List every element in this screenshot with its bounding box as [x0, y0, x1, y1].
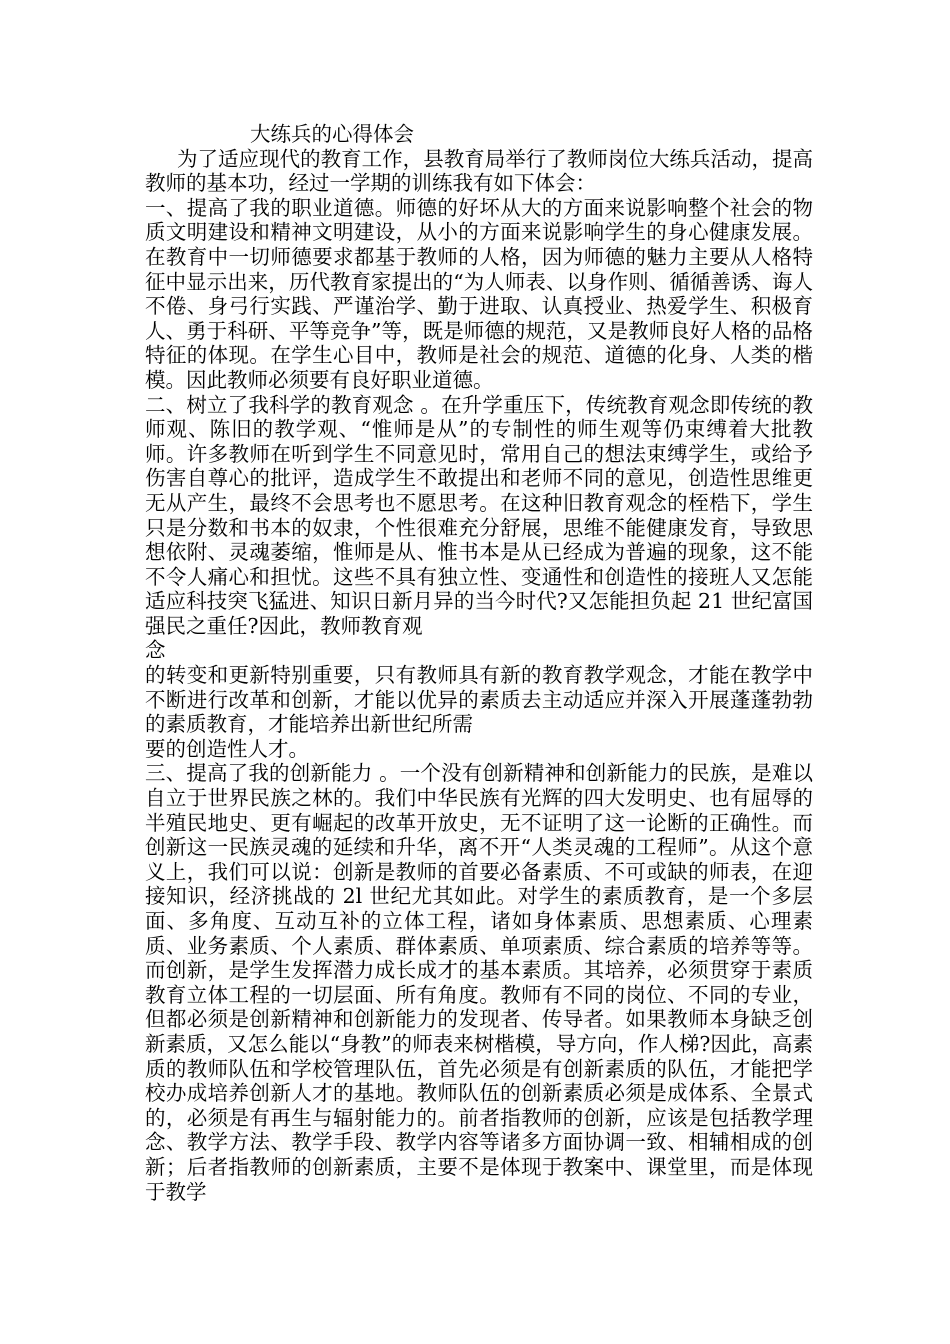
section-2-closing-line: 要的创造性人才。 — [145, 736, 309, 761]
document-page — [145, 122, 813, 1204]
document-title: 大练兵的心得体会 — [250, 122, 414, 146]
section-1-paragraph: 一、提高了我的职业道德。师德的好坏从大的方面来说影响整个社会的物质文明建设和精神文明建设，从小的方面来说影响学生的身心健康发展。在教育中一切师德要求都基于教师的人格，因为师德的魅力主要从人格特征中显示出来，历代教育家提出的“为人师表、以身作则、循循善诱、诲人不倦、身弓行实践、严谨治学、勤于进取、认真授业、热爱学生、积极育人、勇于科研、平等竞争”等，既是师德的规范，又是教师良好人格的品格特征的体现。在学生心目中，教师是社会的规范、道德的化身、人类的楷模。因此教师必须要有良好职业道德。 — [145, 195, 813, 392]
section-2-wrap-line: 念 — [145, 638, 166, 663]
intro-paragraph: 为了适应现代的教育工作，县教育局举行了教师岗位大练兵活动，提高教师的基本功，经过一学期的训练我有如下体会： — [145, 146, 813, 196]
section-2-continuation: 的转变和更新特别重要，只有教师具有新的教育教学观念，才能在教学中不断进行改革和创新，才能以优异的素质去主动适应并深入开展蓬蓬勃勃的素质教育，才能培养出新世纪所需 — [145, 663, 813, 737]
section-3-paragraph: 三、提高了我的创新能力 。一个没有创新精神和创新能力的民族，是难以自立于世界民族之林的。我们中华民族有光辉的四大发明史、也有屈辱的半殖民地史、更有崛起的改革开放史，无不证明了这一论断的正确性。而创新这一民族灵魂的延续和升华，离不开“人类灵魂的工程师”。从这个意义上，我们可以说：创新是教师的首要必备素质、不可或缺的师表，在迎接知识，经济挑战的 2l 世纪尤其如此。对学生的素质教育，是一个多层面、多角度、互动互补的立体工程，诸如身体素质、思想素质、心理素质、业务素质、个人素质、群体素质、单项素质、综合素质的培养等等。而创新，是学生发挥潜力成长成才的基本素质。其培养，必须贯穿于素质教育立体工程的一切层面、所有角度。教师有不同的岗位、不同的专业，但都必须是创新精神和创新能力的发现者、传导者。如果教师本身缺乏创新素质，又怎么能以“身教”的师表来树楷模，导方向，作人梯?因此，高素质的教师队伍和学校管理队伍，首先必须是有创新素质的队伍，才能把学校办成培养创新人才的基地。教师队伍的创新素质必须是成体系、全景式的，必须是有再生与辐射能力的。前者指教师的创新，应该是包括教学理念、教学方法、教学手段、教学内容等诸多方面协调一致、相辅相成的创新；后者指教师的创新素质，主要不是体现于教案中、课堂里，而是体现于教学 — [145, 761, 813, 1204]
section-2-paragraph: 二、树立了我科学的教育观念 。在升学重压下，传统教育观念即传统的教师观、陈旧的教学观、“惟师是从”的专制性的师生观等仍束缚着大批教师。许多教师在听到学生不同意见时，常用自己的想法束缚学生，或给予伤害自尊心的批评，造成学生不敢提出和老师不同的意见，创造性思维更无从产生，最终不会思考也不愿思考。在这种旧教育观念的桎梏下，学生只是分数和书本的奴隶，个性很难充分舒展，思维不能健康发育，导致思想依附、灵魂萎缩，惟师是从、惟书本是从已经成为普遍的现象，这不能不令人痛心和担忧。这些不具有独立性、变通性和创造性的接班人又怎能适应科技突飞猛进、知识日新月异的当今时代?又怎能担负起 21 世纪富国强民之重任?因此，教师教育观 — [145, 392, 813, 638]
